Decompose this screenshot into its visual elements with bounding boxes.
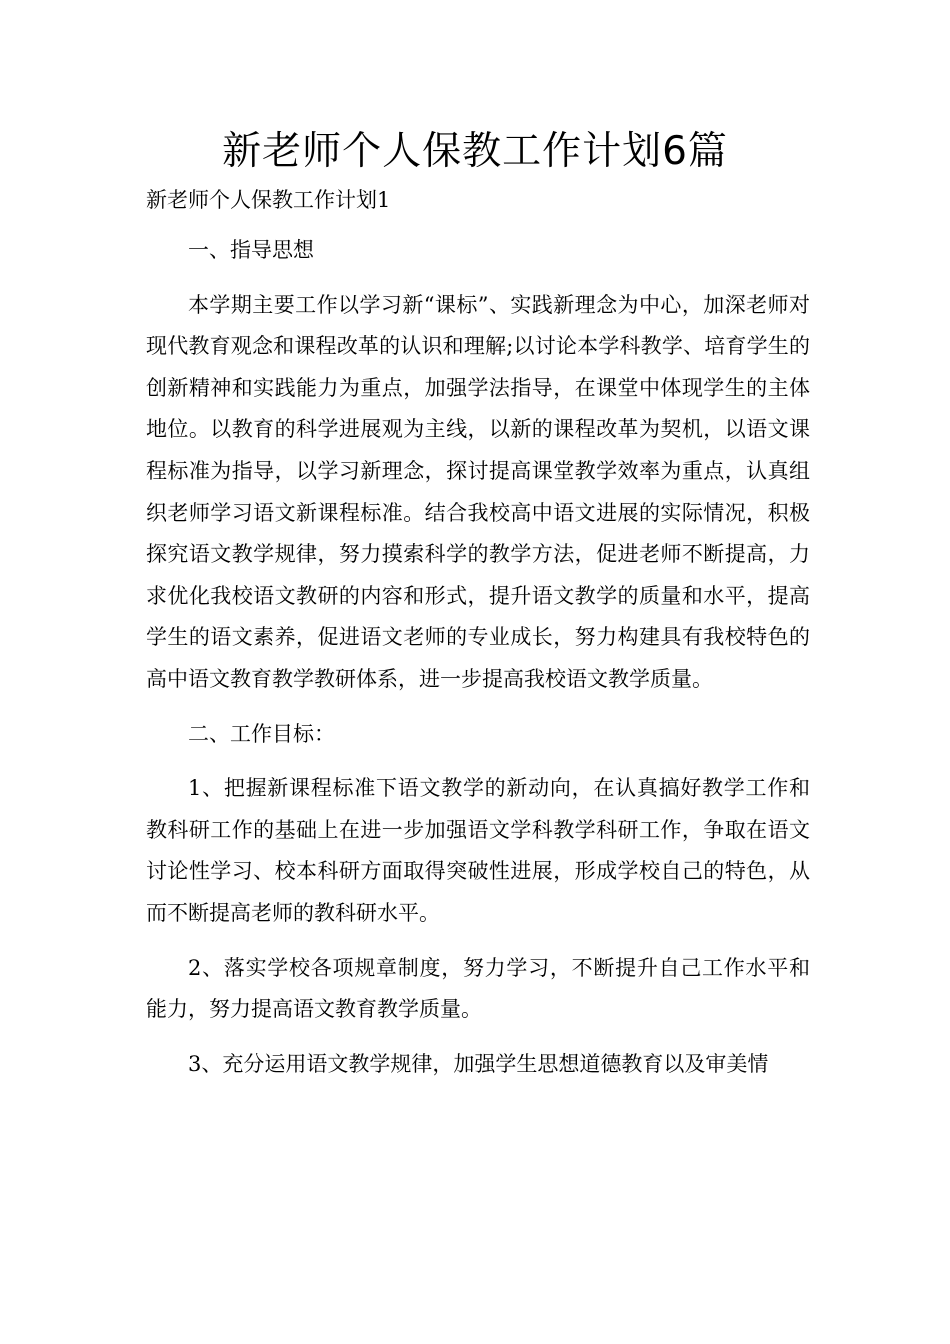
document-body	[146, 230, 810, 1085]
paragraph-goal-2: 2、落实学校各项规章制度，努力学习，不断提升自己工作水平和能力，努力提高语文教育教学质量。	[146, 955, 810, 1022]
section-subtitle: 新老师个人保教工作计划1	[146, 188, 391, 212]
document-title: 新老师个人保教工作计划6篇	[222, 129, 728, 174]
paragraph-goal-3: 3、充分运用语文教学规律，加强学生思想道德教育以及审美情	[188, 1051, 769, 1076]
heading-work-goals: 二、工作目标：	[188, 721, 335, 746]
heading-guiding-ideology: 一、指导思想	[188, 238, 314, 262]
paragraph-guiding-ideology: 本学期主要工作以学习新“课标”、实践新理念为中心，加深老师对现代教育观念和课程改革的认识和理解;以讨论本学科教学、培育学生的创新精神和实践能力为重点，加强学法指导，在课堂中体现学生的主体地位。以教育的科学进展观为主线，以新的课程改革为契机，以语文课程标准为指导，以学习新理念，探讨提高课堂教学效率为重点，认真组织老师学习语文新课程标准。结合我校高中语文进展的实际情况，积极探究语文教学规律，努力摸索科学的教学方法，促进老师不断提高，力求优化我校语文教研的内容和形式，提升语文教学的质量和水平，提高学生的语文素养，促进语文老师的专业成长，努力构建具有我校特色的高中语文教育教学教研体系，进一步提高我校语文教学质量。	[146, 292, 810, 691]
paragraph-goal-1: 1、把握新课程标准下语文教学的新动向，在认真搞好教学工作和教科研工作的基础上在进一步加强语文学科教学科研工作，争取在语文讨论性学习、校本科研方面取得突破性进展，形成学校自己的特色，从而不断提高老师的教科研水平。	[146, 776, 810, 925]
